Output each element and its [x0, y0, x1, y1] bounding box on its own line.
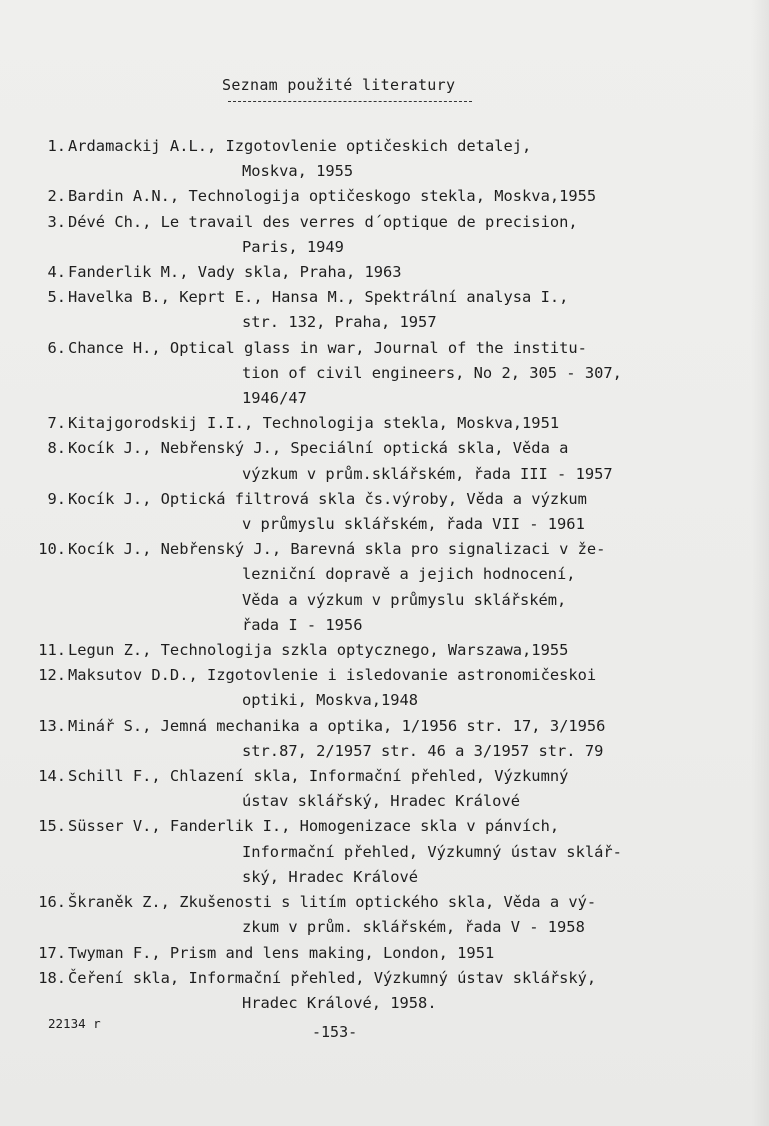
reference-item [22, 260, 742, 285]
reference-item [22, 336, 742, 412]
reference-text-continuation: Věda a výzkum v průmyslu sklářském, [242, 590, 567, 609]
reference-text-continuation: 1946/47 [242, 389, 307, 408]
reference-number: 4. [47, 263, 66, 282]
reference-number: 8. [47, 439, 66, 458]
reference-number: 9. [47, 489, 66, 508]
document-code: 22134 r [48, 1016, 101, 1031]
reference-item [22, 487, 742, 537]
reference-item [22, 966, 742, 1016]
reference-text: Bardin A.N., Technologija optičeskogo stekla, Moskva,1955 [68, 187, 597, 206]
reference-item [22, 663, 742, 713]
reference-item [22, 714, 742, 764]
reference-text-continuation: Moskva, 1955 [242, 162, 354, 181]
reference-number: 6. [47, 338, 66, 357]
reference-text: Schill F., Chlazení skla, Informační přehled, Výzkumný [68, 767, 569, 786]
reference-text: Ardamackij A.L., Izgotovlenie optičeskich detalej, [68, 137, 532, 155]
reference-list [22, 134, 742, 1016]
page-number: -153- [312, 1023, 358, 1041]
title-underline [228, 101, 472, 102]
reference-item [22, 436, 742, 486]
reference-text: Chance H., Optical glass in war, Journal of the institu- [68, 338, 587, 357]
reference-number: 3. [47, 212, 66, 231]
reference-text: Kitajgorodskij I.I., Technologija stekla, Moskva,1951 [68, 414, 560, 433]
reference-text-continuation: optiki, Moskva,1948 [242, 691, 419, 710]
reference-number: 10. [38, 540, 66, 559]
reference-item [22, 941, 742, 966]
reference-text: Fanderlik M., Vady skla, Praha, 1963 [68, 263, 402, 282]
reference-text-continuation: řada I - 1956 [242, 615, 363, 634]
reference-number: 12. [38, 666, 66, 685]
reference-text-continuation: lezniční dopravě a jejich hodnocení, [242, 565, 576, 584]
reference-item [22, 814, 742, 890]
reference-text: Škraněk Z., Zkušenosti s litím optického skla, Věda a vý- [68, 893, 597, 912]
reference-text: Kocík J., Nebřenský J., Speciální optická skla, Věda a [68, 439, 569, 458]
reference-text: Legun Z., Technologija szkla optycznego, Warszawa,1955 [68, 641, 569, 660]
reference-text: Süsser V., Fanderlik I., Homogenizace skla v pánvích, [68, 817, 560, 836]
reference-item [22, 184, 742, 209]
reference-item [22, 210, 742, 260]
reference-number: 7. [47, 414, 66, 433]
reference-text-continuation: Paris, 1949 [242, 237, 344, 256]
reference-item [22, 285, 742, 335]
reference-number: 17. [38, 943, 66, 962]
reference-text-continuation: Hradec Králové, 1958. [242, 993, 437, 1012]
reference-text: Havelka B., Keprt E., Hansa M., Spektrální analysa I., [68, 288, 569, 307]
reference-text: Kocík J., Nebřenský J., Barevná skla pro signalizaci v že- [68, 540, 606, 559]
paper-edge-shadow [751, 0, 769, 1126]
reference-number: 1. [47, 137, 66, 155]
reference-text-continuation: výzkum v prům.sklářském, řada III - 1957 [242, 464, 613, 483]
reference-number: 16. [38, 893, 66, 912]
reference-number: 2. [47, 187, 66, 206]
reference-text-continuation: str. 132, Praha, 1957 [242, 313, 437, 332]
page-title: Seznam použité literatury [222, 76, 456, 94]
reference-item [22, 890, 742, 940]
reference-text-continuation: Informační přehled, Výzkumný ústav sklář- [242, 842, 622, 861]
reference-text-continuation: str.87, 2/1957 str. 46 a 3/1957 str. 79 [242, 741, 604, 760]
reference-number: 13. [38, 716, 66, 735]
reference-text: Čeření skla, Informační přehled, Výzkumný ústav sklářský, [68, 968, 597, 987]
reference-text-continuation: v průmyslu sklářském, řada VII - 1961 [242, 515, 585, 534]
reference-item [22, 134, 742, 184]
reference-number: 11. [38, 641, 66, 660]
reference-text: Minář S., Jemná mechanika a optika, 1/1956 str. 17, 3/1956 [68, 716, 606, 735]
reference-text-continuation: ský, Hradec Králové [242, 867, 419, 886]
reference-item [22, 638, 742, 663]
reference-number: 5. [47, 288, 66, 307]
reference-number: 15. [38, 817, 66, 836]
reference-item [22, 537, 742, 638]
reference-text-continuation: tion of civil engineers, No 2, 305 - 307, [242, 363, 622, 382]
reference-text: Kocík J., Optická filtrová skla čs.výroby, Věda a výzkum [68, 489, 587, 508]
reference-item [22, 411, 742, 436]
reference-item [22, 764, 742, 814]
reference-text-continuation: ústav sklářský, Hradec Králové [242, 792, 520, 811]
reference-text: Maksutov D.D., Izgotovlenie i isledovanie astronomičeskoi [68, 666, 597, 685]
reference-number: 14. [38, 767, 66, 786]
reference-text-continuation: zkum v prům. sklářském, řada V - 1958 [242, 918, 585, 937]
reference-text: Dévé Ch., Le travail des verres d´optique de precision, [68, 212, 578, 231]
reference-text: Twyman F., Prism and lens making, London, 1951 [68, 943, 495, 962]
reference-number: 18. [38, 968, 66, 987]
